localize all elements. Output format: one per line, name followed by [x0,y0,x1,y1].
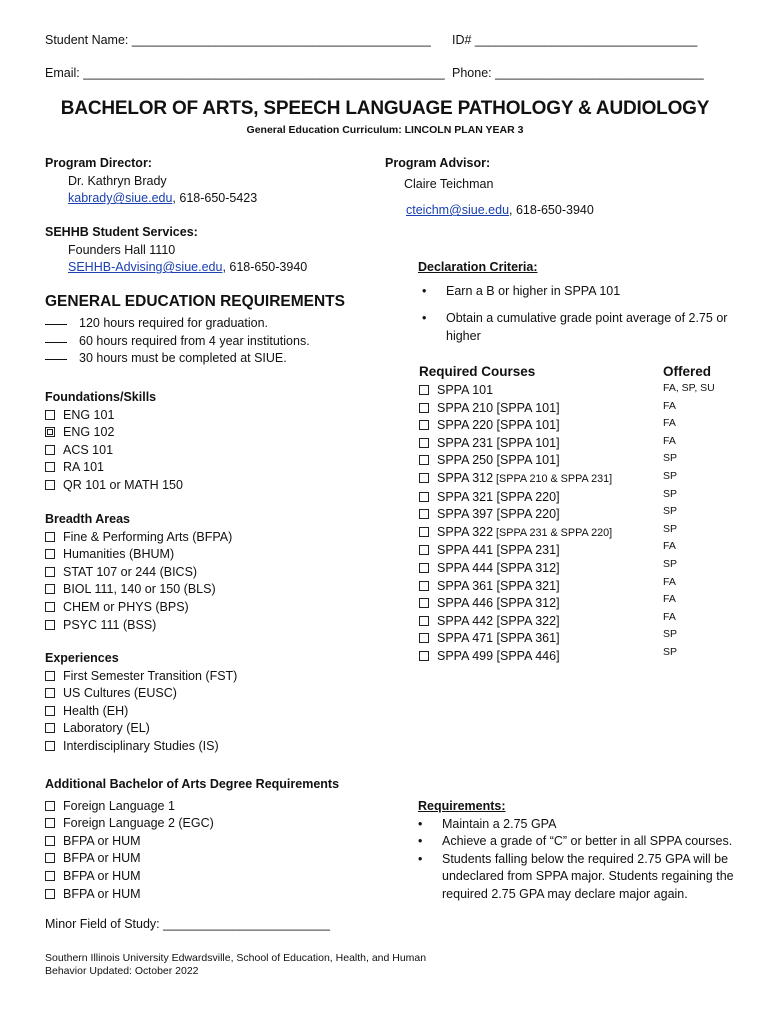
checkbox[interactable] [45,671,55,681]
bullet-icon: • [422,311,427,326]
additional-ba-heading: Additional Bachelor of Arts Degree Requirements [45,777,340,791]
checklist-item [45,617,232,635]
phone-field[interactable]: Phone: ______________________________ [452,66,704,80]
course-prereq: [SPPA 231] [493,543,560,558]
checklist-item-label: CHEM or PHYS (BPS) [63,599,189,614]
checklist-item-label: ENG 101 [63,407,115,422]
checklist-item [45,442,183,460]
checklist-item [45,886,339,904]
course-checkbox[interactable] [419,492,429,502]
offered-heading: Offered [663,364,712,379]
checklist-item [45,798,339,816]
checklist-item-label: ENG 102 [63,425,115,440]
checklist-item-label: Health (EH) [63,703,129,718]
course-row [419,382,612,400]
program-advisor-email-link[interactable]: cteichm@siue.edu [406,203,510,218]
student-services-phone: , 618-650-3940 [222,260,308,275]
requirements-heading: Requirements: [418,799,506,813]
checklist-item [45,668,237,686]
checklist-item-label: BFPA or HUM [63,868,141,883]
minor-field[interactable]: Minor Field of Study: ________________________ [45,917,330,931]
course-row [419,613,612,631]
requirement-continuation: undeclared from SPPA major. Students regaining the [442,869,734,884]
checkbox[interactable] [45,889,55,899]
course-prereq: [SPPA 220] [493,507,560,522]
checkbox[interactable] [45,602,55,612]
checklist-item-label: PSYC 111 (BSS) [63,617,157,632]
breadth-heading: Breadth Areas [45,512,130,526]
student-services-contact [45,259,307,277]
offered-term: SP [663,557,678,570]
checklist-item-label: STAT 107 or 244 (BICS) [63,564,198,579]
course-checkbox[interactable] [419,420,429,430]
checkbox[interactable] [45,427,55,437]
checklist-item-label: BIOL 111, 140 or 150 (BLS) [63,582,216,597]
course-checkbox[interactable] [419,403,429,413]
course-code: SPPA 210 [437,400,494,415]
offered-term: FA [663,593,676,606]
requirements-section [418,798,734,904]
gen-ed-heading: GENERAL EDUCATION REQUIREMENTS [45,293,345,310]
checkbox[interactable] [45,706,55,716]
program-advisor-heading: Program Advisor: [385,156,491,170]
program-director-name: Dr. Kathryn Brady [68,173,167,188]
course-checkbox[interactable] [419,385,429,395]
course-prereq: [SPPA 101] [493,453,560,468]
hours-item: 30 hours must be completed at SIUE. [45,350,310,368]
course-checkbox[interactable] [419,581,429,591]
course-code: SPPA 361 [437,578,494,593]
gen-ed-hours-list [45,315,310,368]
course-code: SPPA 471 [437,631,494,646]
offered-list [663,380,715,662]
course-row [419,595,612,613]
footer [45,952,426,977]
course-code: SPPA 312 [437,470,494,485]
bullet-icon: • [422,283,427,298]
course-row [419,578,612,596]
course-prereq: [SPPA 101] [493,418,560,433]
course-prereq: [SPPA 312] [493,560,560,575]
experiences-heading: Experiences [45,651,119,665]
checkbox[interactable] [45,480,55,490]
checklist-item-label: Foreign Language 1 [63,798,175,813]
student-services-location: Founders Hall 1110 [68,242,176,257]
program-advisor-name: Claire Teichman [404,176,494,191]
course-code: SPPA 441 [437,543,494,558]
course-prereq: [SPPA 101] [493,400,560,415]
course-row [419,542,612,560]
course-prereq: [SPPA 231 & SPPA 220] [493,526,613,539]
checklist-item-label: BFPA or HUM [63,886,141,901]
bullet-icon: • [418,816,423,831]
checkoff-blank[interactable] [45,342,67,343]
bullet-icon: • [418,834,423,849]
checklist-item-label: RA 101 [63,460,105,475]
program-advisor-contact [385,202,594,220]
checklist-item-label: BFPA or HUM [63,851,141,866]
course-row [419,506,612,524]
requirement-continuation: required 2.75 GPA may declare major again. [442,886,688,901]
offered-term: SP [663,645,678,658]
declaration-item-continuation: higher [446,328,481,343]
offered-term: SP [663,628,678,641]
checklist-item [45,459,183,477]
checkbox[interactable] [45,549,55,559]
student-id-field[interactable]: ID# ________________________________ [452,33,698,47]
program-director-heading: Program Director: [45,156,152,170]
course-prereq: [SPPA 361] [493,631,560,646]
course-code: SPPA 231 [437,435,494,450]
course-row [419,435,612,453]
checklist-item [45,424,183,442]
student-services-heading: SEHHB Student Services: [45,225,198,239]
declaration-item: • Obtain a cumulative grade point average of 2.75 or [418,310,727,328]
requirement-item: • Maintain a 2.75 GPA [418,816,734,834]
experiences-section [45,650,237,756]
course-checkbox[interactable] [419,473,429,483]
breadth-section [45,511,232,634]
offered-term: SP [663,487,678,500]
checklist-item-label: Fine & Performing Arts (BFPA) [63,529,233,544]
course-code: SPPA 220 [437,418,494,433]
required-courses-list [419,382,612,666]
checklist-item-label: ACS 101 [63,442,114,457]
checklist-item [45,546,232,564]
checkbox[interactable] [45,723,55,733]
student-services-block [45,224,307,277]
course-checkbox[interactable] [419,455,429,465]
course-code: SPPA 250 [437,453,494,468]
offered-term: FA [663,610,676,623]
checkbox[interactable] [45,688,55,698]
offered-term: SP [663,522,678,535]
checklist-item-label: Interdisciplinary Studies (IS) [63,738,219,753]
checklist-item-label: US Cultures (EUSC) [63,686,177,701]
checkbox[interactable] [45,818,55,828]
course-checkbox[interactable] [419,509,429,519]
course-checkbox[interactable] [419,598,429,608]
program-advisor-block [385,155,594,220]
checkbox[interactable] [45,445,55,455]
checkbox[interactable] [45,567,55,577]
requirement-item: • Achieve a grade of “C” or better in all SPPA courses. [418,833,734,851]
checkbox[interactable] [45,532,55,542]
checkbox[interactable] [45,620,55,630]
checklist-item-label: Humanities (BHUM) [63,547,175,562]
additional-ba-section [45,776,339,903]
checklist-item [45,564,232,582]
offered-term: FA [663,399,676,412]
offered-term: FA, SP, SU [663,382,715,394]
foundations-section [45,389,183,495]
checklist-item [45,720,237,738]
course-code: SPPA 442 [437,613,494,628]
checklist-item [45,738,237,756]
required-courses-heading: Required Courses [419,364,536,379]
declaration-criteria-block [418,259,727,345]
page-subtitle: General Education Curriculum: LINCOLN PLAN YEAR 3 [246,124,524,136]
checklist-item-label: BFPA or HUM [63,833,141,848]
course-row [419,400,612,418]
course-code: SPPA 444 [437,560,494,575]
offered-term: SP [663,469,678,482]
program-director-block [45,155,257,208]
declaration-item: • Earn a B or higher in SPPA 101 [418,283,727,301]
course-code: SPPA 321 [437,489,494,504]
course-prereq: [SPPA 446] [493,648,560,663]
offered-term: FA [663,540,676,553]
checklist-item [45,599,232,617]
declaration-criteria-heading: Declaration Criteria: [418,260,538,274]
course-code: SPPA 322 [437,524,494,539]
course-row [419,630,612,648]
checkbox[interactable] [45,801,55,811]
course-checkbox[interactable] [419,616,429,626]
checkbox[interactable] [45,741,55,751]
checklist-item-label: Foreign Language 2 (EGC) [63,816,214,831]
checklist-item [45,868,339,886]
course-row [419,489,612,507]
course-checkbox[interactable] [419,438,429,448]
student-name-field[interactable]: Student Name: ___________________________________________ [45,33,431,47]
offered-term: FA [663,575,676,588]
checklist-item [45,815,339,833]
course-code: SPPA 446 [437,596,494,611]
checkbox[interactable] [45,853,55,863]
offered-term: FA [663,417,676,430]
checkoff-blank[interactable] [45,324,67,325]
checklist-item [45,529,232,547]
footer-line-1: Southern Illinois University Edwardsville, School of Education, Health, and Human [45,952,427,964]
course-prereq: [SPPA 322] [493,613,560,628]
foundations-heading: Foundations/Skills [45,390,157,404]
checklist-item [45,477,183,495]
student-services-email-link[interactable]: SEHHB-Advising@siue.edu [68,260,223,275]
checkbox[interactable] [45,462,55,472]
checkoff-blank[interactable] [45,359,67,360]
course-code: SPPA 397 [437,507,494,522]
checklist-item [45,833,339,851]
footer-line-2: Behavior Updated: October 2022 [45,964,199,977]
course-prereq: [SPPA 321] [493,578,560,593]
checklist-item-label: First Semester Transition (FST) [63,668,238,683]
offered-term: SP [663,452,678,465]
checkbox[interactable] [45,584,55,594]
hours-item: 60 hours required from 4 year institutions. [45,333,310,351]
course-checkbox[interactable] [419,545,429,555]
requirement-item: • Students falling below the required 2.75 GPA will be [418,851,734,869]
program-advisor-phone: , 618-650-3940 [509,203,594,218]
checklist-item-label: Laboratory (EL) [63,721,150,736]
page-title: BACHELOR OF ARTS, SPEECH LANGUAGE PATHOLOGY & AUDIOLOGY [60,98,710,119]
checkbox[interactable] [45,836,55,846]
course-prereq: [SPPA 220] [493,489,560,504]
program-director-email-link[interactable]: kabrady@siue.edu [68,191,173,206]
course-row [419,452,612,470]
checklist-item-label: QR 101 or MATH 150 [63,477,183,492]
course-code: SPPA 499 [437,648,494,663]
checklist-item [45,407,183,425]
email-field[interactable]: Email: ____________________________________________________ [45,66,445,80]
course-checkbox[interactable] [419,563,429,573]
course-checkbox[interactable] [419,651,429,661]
hours-item: 120 hours required for graduation. [45,315,310,333]
course-checkbox[interactable] [419,633,429,643]
checklist-item [45,685,237,703]
course-code: SPPA 101 [437,383,494,397]
course-row [419,470,612,489]
checklist-item [45,581,232,599]
checkbox[interactable] [45,871,55,881]
checklist-item [45,703,237,721]
course-row [419,560,612,578]
checklist-item [45,850,339,868]
program-director-phone: , 618-650-5423 [172,191,258,206]
course-row [419,648,612,666]
course-prereq: [SPPA 312] [493,596,560,611]
bullet-icon: • [418,851,423,866]
course-checkbox[interactable] [419,527,429,537]
course-row [419,524,612,543]
offered-term: FA [663,434,676,447]
course-prereq: [SPPA 210 & SPPA 231] [493,472,613,485]
course-row [419,417,612,435]
offered-term: SP [663,505,678,518]
course-prereq: [SPPA 101] [493,435,560,450]
program-director-contact [45,190,257,208]
checkbox[interactable] [45,410,55,420]
